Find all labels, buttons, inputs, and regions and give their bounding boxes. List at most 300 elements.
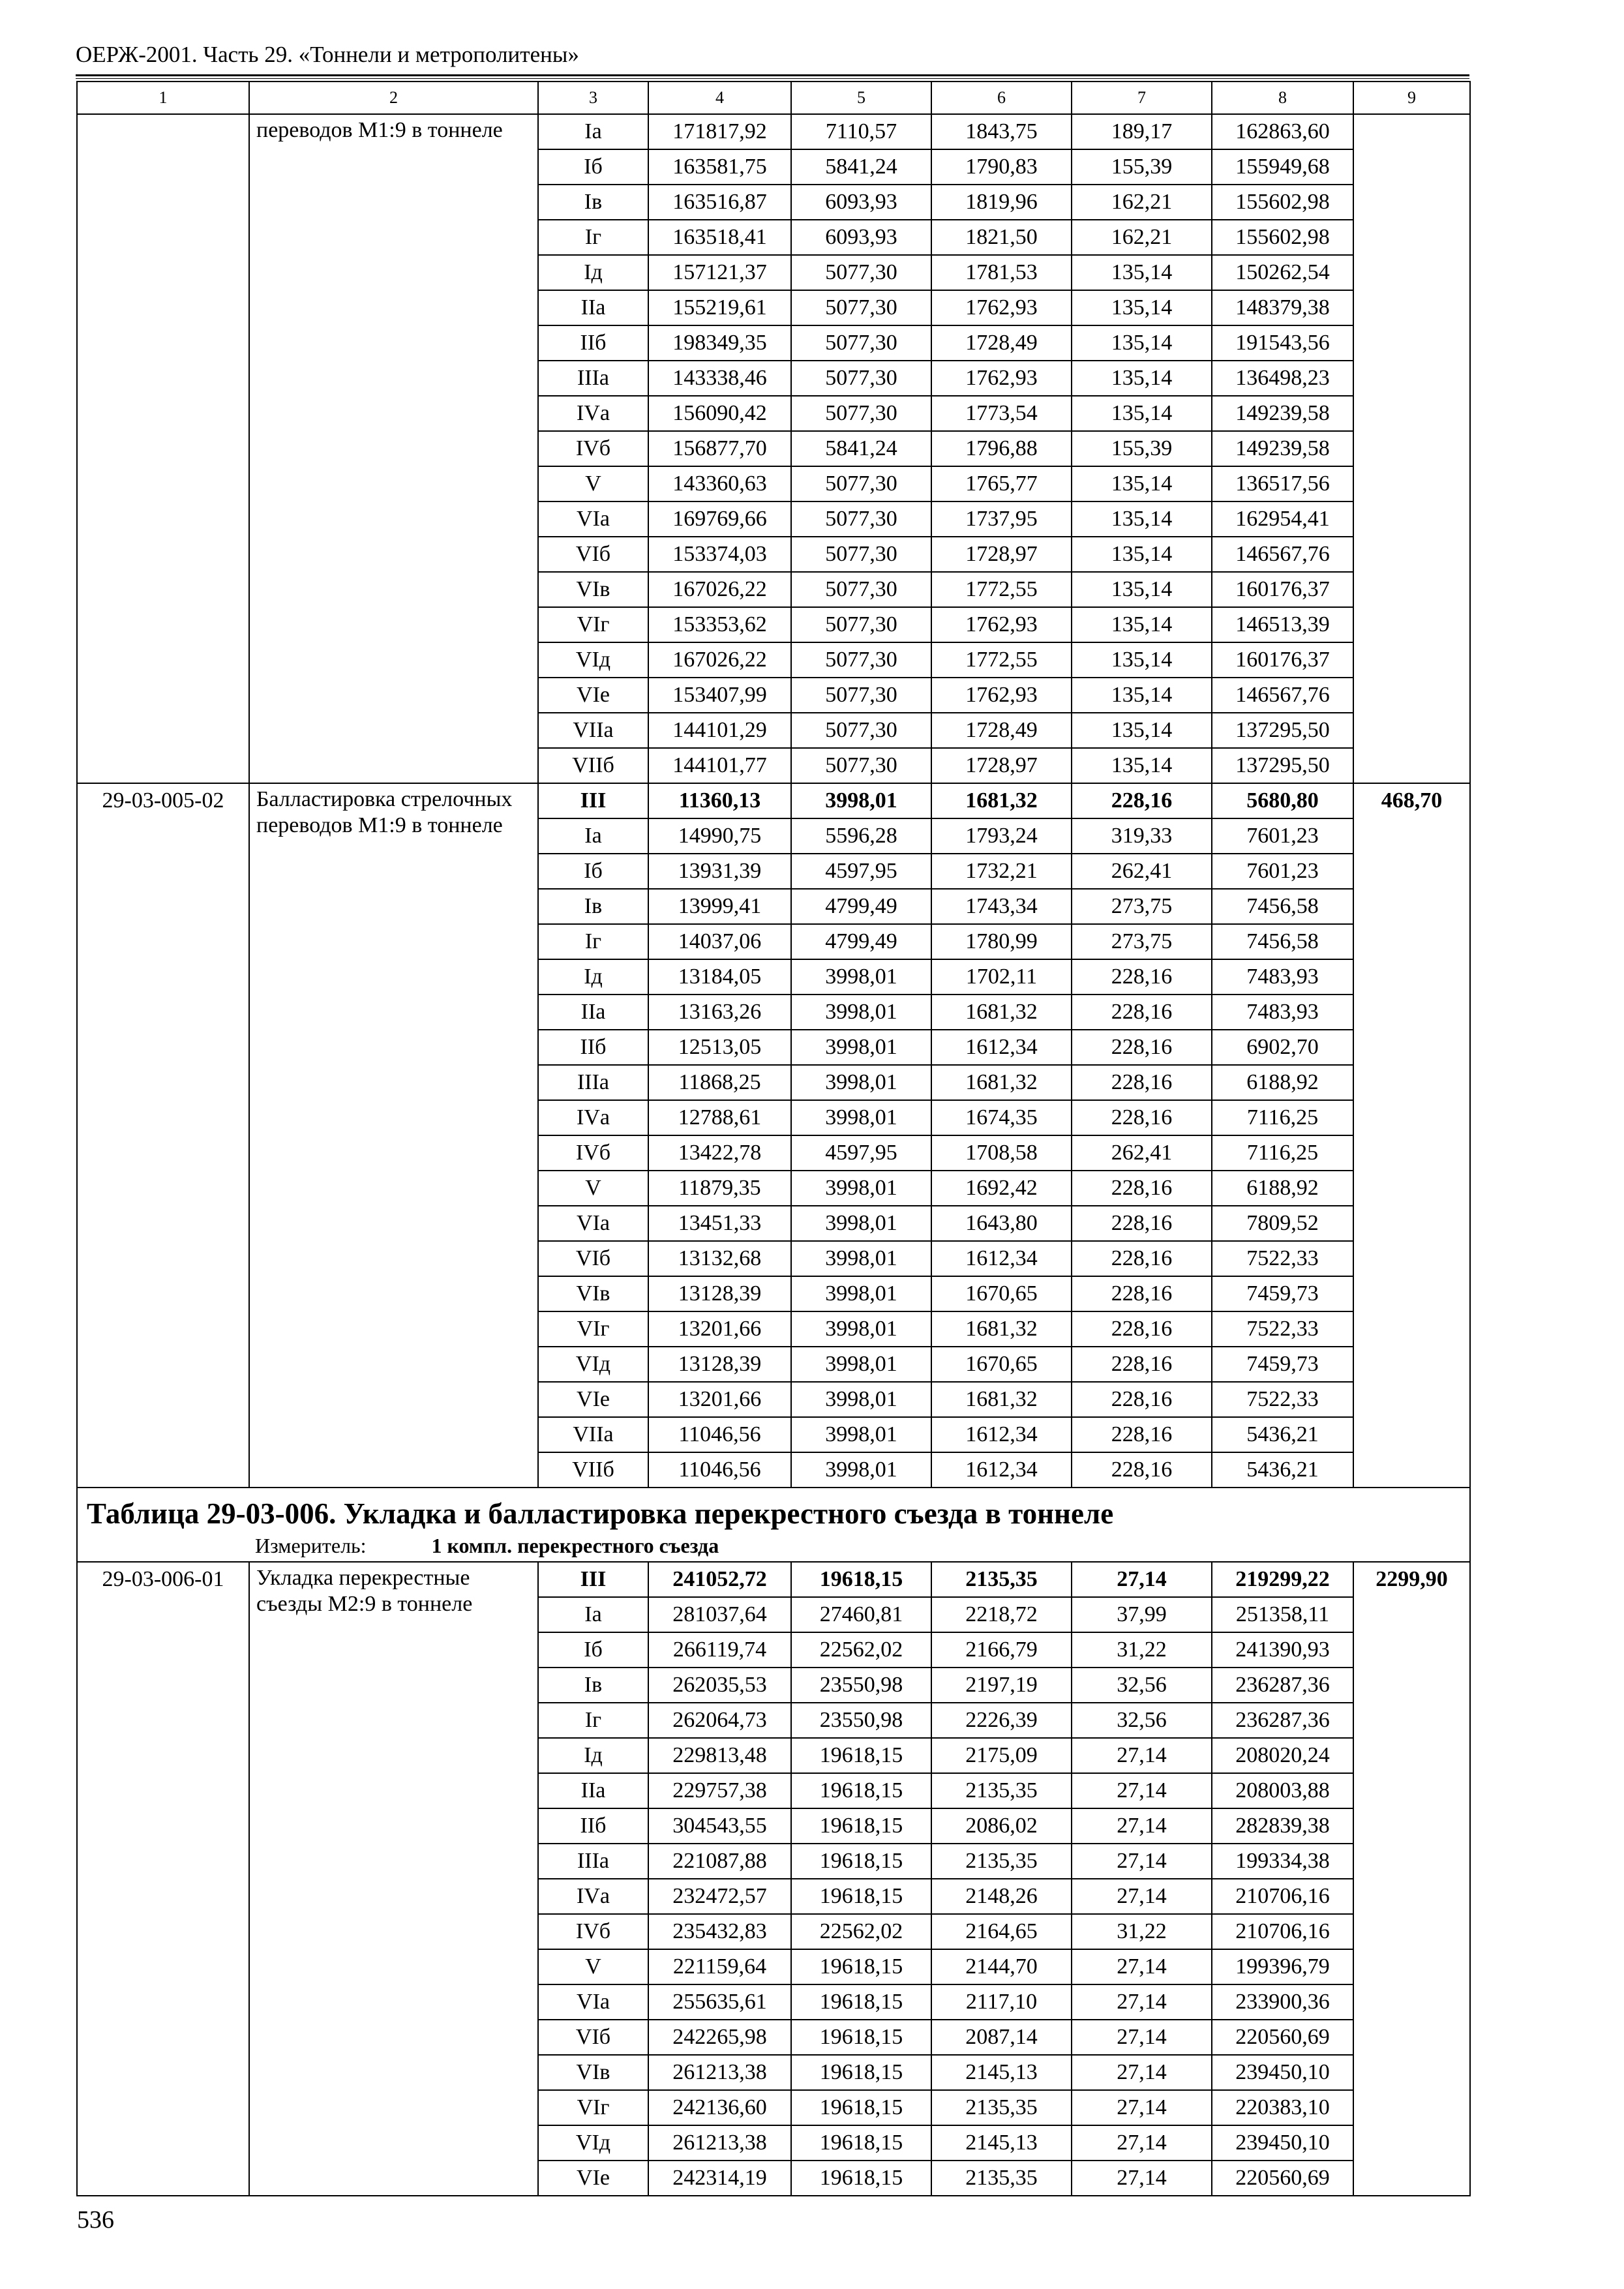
value-cell: 13931,39 <box>648 854 791 889</box>
value-cell: 13201,66 <box>648 1311 791 1347</box>
value-cell: 27,14 <box>1072 1844 1212 1879</box>
value-cell: 1612,34 <box>931 1452 1072 1488</box>
zone-class: IIб <box>538 1030 648 1065</box>
zone-class: Iд <box>538 959 648 995</box>
value-cell: 228,16 <box>1072 1206 1212 1241</box>
value-cell: 5077,30 <box>791 466 931 501</box>
zone-class: III <box>538 1562 648 1597</box>
zone-class: Iг <box>538 220 648 255</box>
value-cell: 31,22 <box>1072 1914 1212 1949</box>
value-cell: 19618,15 <box>791 2090 931 2125</box>
zone-class: VIIа <box>538 713 648 748</box>
value-cell: 136517,56 <box>1212 466 1353 501</box>
unit-line <box>87 1533 1469 1559</box>
zone-class: IIб <box>538 325 648 361</box>
value-cell: 2087,14 <box>931 2020 1072 2055</box>
value-cell: 162863,60 <box>1212 114 1353 149</box>
value-cell: 236287,36 <box>1212 1703 1353 1738</box>
value-cell: 1612,34 <box>931 1417 1072 1452</box>
zone-class: VIIа <box>538 1417 648 1452</box>
value-cell: 144101,29 <box>648 713 791 748</box>
value-cell: 219299,22 <box>1212 1562 1353 1597</box>
column-number: 4 <box>648 82 791 114</box>
unit-label: Измеритель: <box>255 1534 367 1557</box>
value-cell: 1612,34 <box>931 1030 1072 1065</box>
value-cell: 32,56 <box>1072 1668 1212 1703</box>
work-name: Укладка перекрестные съезды М2:9 в тоннеле <box>249 1562 538 2196</box>
value-cell: 22562,02 <box>791 1914 931 1949</box>
value-cell: 6093,93 <box>791 220 931 255</box>
value-cell: 1737,95 <box>931 501 1072 537</box>
value-cell: 1612,34 <box>931 1241 1072 1276</box>
zone-class: IVб <box>538 1135 648 1171</box>
value-cell: 2148,26 <box>931 1879 1072 1914</box>
zone-class: IIа <box>538 290 648 325</box>
value-cell: 27,14 <box>1072 2020 1212 2055</box>
value-cell: 1643,80 <box>931 1206 1072 1241</box>
value-cell: 262,41 <box>1072 854 1212 889</box>
rate-code <box>77 114 249 783</box>
value-cell: 11046,56 <box>648 1452 791 1488</box>
zone-class: Iб <box>538 149 648 185</box>
value-cell: 2135,35 <box>931 1844 1072 1879</box>
value-cell: 155219,61 <box>648 290 791 325</box>
zone-class: VIа <box>538 501 648 537</box>
value-cell: 27,14 <box>1072 1773 1212 1808</box>
zone-class: VIIб <box>538 748 648 783</box>
zone-class: VIе <box>538 1382 648 1417</box>
zone-class: IIIа <box>538 1065 648 1100</box>
value-cell: 19618,15 <box>791 2055 931 2090</box>
value-cell: 13128,39 <box>648 1276 791 1311</box>
value-cell: 221087,88 <box>648 1844 791 1879</box>
value-cell: 228,16 <box>1072 1417 1212 1452</box>
value-cell: 5841,24 <box>791 149 931 185</box>
value-cell: 5436,21 <box>1212 1417 1353 1452</box>
value-cell: 1773,54 <box>931 396 1072 431</box>
value-cell: 273,75 <box>1072 924 1212 959</box>
zone-class: Iд <box>538 255 648 290</box>
zone-class: VIб <box>538 1241 648 1276</box>
value-cell: 3998,01 <box>791 995 931 1030</box>
value-cell: 228,16 <box>1072 1311 1212 1347</box>
value-cell: 281037,64 <box>648 1597 791 1632</box>
value-cell: 7110,57 <box>791 114 931 149</box>
value-cell: 2135,35 <box>931 1773 1072 1808</box>
unit-value: 1 компл. перекрестного съезда <box>431 1534 719 1557</box>
value-cell: 11046,56 <box>648 1417 791 1452</box>
value-cell: 5077,30 <box>791 607 931 642</box>
value-cell: 228,16 <box>1072 1065 1212 1100</box>
zone-class: VIе <box>538 2161 648 2196</box>
rate-code: 29-03-006-01 <box>77 1562 249 2196</box>
value-cell: 32,56 <box>1072 1703 1212 1738</box>
value-cell: 5077,30 <box>791 537 931 572</box>
value-cell: 3998,01 <box>791 1276 931 1311</box>
value-cell: 1728,49 <box>931 325 1072 361</box>
value-cell: 6902,70 <box>1212 1030 1353 1065</box>
value-cell: 3998,01 <box>791 1171 931 1206</box>
value-cell: 1796,88 <box>931 431 1072 466</box>
value-cell: 221159,64 <box>648 1949 791 1984</box>
zone-class: IVа <box>538 1879 648 1914</box>
value-cell: 27,14 <box>1072 1984 1212 2020</box>
zone-class: IVа <box>538 1100 648 1135</box>
value-cell: 261213,38 <box>648 2055 791 2090</box>
value-cell: 228,16 <box>1072 1241 1212 1276</box>
value-cell: 13451,33 <box>648 1206 791 1241</box>
value-cell: 1821,50 <box>931 220 1072 255</box>
value-cell: 2145,13 <box>931 2055 1072 2090</box>
value-cell: 156877,70 <box>648 431 791 466</box>
zone-class: V <box>538 1171 648 1206</box>
value-cell: 7483,93 <box>1212 959 1353 995</box>
value-cell: 3998,01 <box>791 783 931 818</box>
zone-class: IIб <box>538 1808 648 1844</box>
column-number: 7 <box>1072 82 1212 114</box>
value-cell: 208020,24 <box>1212 1738 1353 1773</box>
column-number: 1 <box>77 82 249 114</box>
value-cell: 220383,10 <box>1212 2090 1353 2125</box>
column-number-row <box>77 82 1470 114</box>
value-cell: 19618,15 <box>791 2020 931 2055</box>
value-cell: 19618,15 <box>791 1738 931 1773</box>
value-cell: 2135,35 <box>931 2090 1072 2125</box>
zone-class: VIIб <box>538 1452 648 1488</box>
value-cell: 156090,42 <box>648 396 791 431</box>
value-cell: 27,14 <box>1072 2055 1212 2090</box>
value-cell: 228,16 <box>1072 1452 1212 1488</box>
zone-class: VIд <box>538 642 648 678</box>
value-cell: 4597,95 <box>791 1135 931 1171</box>
value-cell: 27,14 <box>1072 2161 1212 2196</box>
zone-class: IIIа <box>538 1844 648 1879</box>
zone-class: VIд <box>538 1347 648 1382</box>
value-cell: 135,14 <box>1072 607 1212 642</box>
value-cell: 3998,01 <box>791 1065 931 1100</box>
zone-class: VIг <box>538 2090 648 2125</box>
value-cell: 135,14 <box>1072 255 1212 290</box>
value-cell: 1728,49 <box>931 713 1072 748</box>
rate-code: 29-03-005-02 <box>77 783 249 1488</box>
value-cell: 5077,30 <box>791 501 931 537</box>
value-cell: 1772,55 <box>931 572 1072 607</box>
value-cell: 3998,01 <box>791 1382 931 1417</box>
zone-class: IIа <box>538 995 648 1030</box>
value-cell: 13422,78 <box>648 1135 791 1171</box>
table-title-row <box>77 1488 1470 1562</box>
value-cell: 191543,56 <box>1212 325 1353 361</box>
value-cell: 5841,24 <box>791 431 931 466</box>
value-cell: 1728,97 <box>931 537 1072 572</box>
value-cell: 135,14 <box>1072 713 1212 748</box>
value-cell: 135,14 <box>1072 678 1212 713</box>
zone-class: VIб <box>538 537 648 572</box>
value-cell: 228,16 <box>1072 1382 1212 1417</box>
value-cell: 135,14 <box>1072 325 1212 361</box>
value-cell: 1681,32 <box>931 783 1072 818</box>
value-cell: 2197,19 <box>931 1668 1072 1703</box>
value-cell: 169769,66 <box>648 501 791 537</box>
total-value: 468,70 <box>1353 783 1470 1488</box>
value-cell: 2166,79 <box>931 1632 1072 1668</box>
value-cell: 228,16 <box>1072 1030 1212 1065</box>
zone-class: VIв <box>538 1276 648 1311</box>
value-cell: 220560,69 <box>1212 2161 1353 2196</box>
value-cell: 1681,32 <box>931 995 1072 1030</box>
value-cell: 11879,35 <box>648 1171 791 1206</box>
value-cell: 153374,03 <box>648 537 791 572</box>
value-cell: 1681,32 <box>931 1382 1072 1417</box>
zone-class: Iг <box>538 1703 648 1738</box>
value-cell: 5680,80 <box>1212 783 1353 818</box>
value-cell: 155602,98 <box>1212 185 1353 220</box>
value-cell: 155949,68 <box>1212 149 1353 185</box>
value-cell: 199334,38 <box>1212 1844 1353 1879</box>
value-cell: 135,14 <box>1072 466 1212 501</box>
value-cell: 5077,30 <box>791 361 931 396</box>
value-cell: 13184,05 <box>648 959 791 995</box>
zone-class: VIб <box>538 2020 648 2055</box>
zone-class: Iв <box>538 185 648 220</box>
rates-table <box>76 81 1471 2196</box>
value-cell: 144101,77 <box>648 748 791 783</box>
value-cell: 228,16 <box>1072 1347 1212 1382</box>
value-cell: 5077,30 <box>791 396 931 431</box>
value-cell: 27,14 <box>1072 1949 1212 1984</box>
value-cell: 7456,58 <box>1212 889 1353 924</box>
value-cell: 1762,93 <box>931 290 1072 325</box>
value-cell: 137295,50 <box>1212 713 1353 748</box>
value-cell: 1670,65 <box>931 1347 1072 1382</box>
value-cell: 5077,30 <box>791 325 931 361</box>
value-cell: 242265,98 <box>648 2020 791 2055</box>
value-cell: 233900,36 <box>1212 1984 1353 2020</box>
value-cell: 2135,35 <box>931 2161 1072 2196</box>
value-cell: 143338,46 <box>648 361 791 396</box>
value-cell: 1732,21 <box>931 854 1072 889</box>
value-cell: 1692,42 <box>931 1171 1072 1206</box>
value-cell: 27,14 <box>1072 1562 1212 1597</box>
value-cell: 19618,15 <box>791 1773 931 1808</box>
value-cell: 6188,92 <box>1212 1171 1353 1206</box>
header-rule-thin <box>76 78 1469 79</box>
value-cell: 1781,53 <box>931 255 1072 290</box>
value-cell: 13128,39 <box>648 1347 791 1382</box>
value-cell: 2164,65 <box>931 1914 1072 1949</box>
value-cell: 2175,09 <box>931 1738 1072 1773</box>
value-cell: 157121,37 <box>648 255 791 290</box>
value-cell: 262,41 <box>1072 1135 1212 1171</box>
header-rule-thick <box>76 74 1469 76</box>
value-cell: 19618,15 <box>791 1844 931 1879</box>
value-cell: 12788,61 <box>648 1100 791 1135</box>
zone-class: VIд <box>538 2125 648 2161</box>
column-number: 8 <box>1212 82 1353 114</box>
zone-class: Iв <box>538 1668 648 1703</box>
column-number: 9 <box>1353 82 1470 114</box>
value-cell: 37,99 <box>1072 1597 1212 1632</box>
zone-class: Iб <box>538 854 648 889</box>
value-cell: 149239,58 <box>1212 396 1353 431</box>
zone-class: VIв <box>538 572 648 607</box>
value-cell: 2086,02 <box>931 1808 1072 1844</box>
value-cell: 198349,35 <box>648 325 791 361</box>
value-cell: 1765,77 <box>931 466 1072 501</box>
value-cell: 266119,74 <box>648 1632 791 1668</box>
value-cell: 4799,49 <box>791 924 931 959</box>
zone-class: VIг <box>538 1311 648 1347</box>
value-cell: 1743,34 <box>931 889 1072 924</box>
value-cell: 251358,11 <box>1212 1597 1353 1632</box>
value-cell: 11868,25 <box>648 1065 791 1100</box>
value-cell: 160176,37 <box>1212 642 1353 678</box>
value-cell: 31,22 <box>1072 1632 1212 1668</box>
value-cell: 167026,22 <box>648 642 791 678</box>
value-cell: 146567,76 <box>1212 678 1353 713</box>
zone-class: VIв <box>538 2055 648 2090</box>
zone-class: VIе <box>538 678 648 713</box>
zone-class: VIг <box>538 607 648 642</box>
value-cell: 19618,15 <box>791 2125 931 2161</box>
zone-class: Iг <box>538 924 648 959</box>
zone-class: Iб <box>538 1632 648 1668</box>
value-cell: 153407,99 <box>648 678 791 713</box>
value-cell: 3998,01 <box>791 1311 931 1347</box>
value-cell: 143360,63 <box>648 466 791 501</box>
value-cell: 162,21 <box>1072 220 1212 255</box>
value-cell: 14990,75 <box>648 818 791 854</box>
value-cell: 23550,98 <box>791 1703 931 1738</box>
table-row <box>77 783 1470 818</box>
value-cell: 13132,68 <box>648 1241 791 1276</box>
value-cell: 7459,73 <box>1212 1347 1353 1382</box>
value-cell: 189,17 <box>1072 114 1212 149</box>
zone-class: Iв <box>538 889 648 924</box>
value-cell: 229757,38 <box>648 1773 791 1808</box>
value-cell: 4799,49 <box>791 889 931 924</box>
value-cell: 27,14 <box>1072 1738 1212 1773</box>
table-row <box>77 114 1470 149</box>
zone-class: IVб <box>538 1914 648 1949</box>
value-cell: 5077,30 <box>791 572 931 607</box>
value-cell: 5077,30 <box>791 290 931 325</box>
value-cell: 210706,16 <box>1212 1914 1353 1949</box>
value-cell: 155602,98 <box>1212 220 1353 255</box>
value-cell: 2135,35 <box>931 1562 1072 1597</box>
value-cell: 2226,39 <box>931 1703 1072 1738</box>
value-cell: 150262,54 <box>1212 255 1353 290</box>
zone-class: VIа <box>538 1984 648 2020</box>
value-cell: 7601,23 <box>1212 854 1353 889</box>
value-cell: 163518,41 <box>648 220 791 255</box>
value-cell: 3998,01 <box>791 1347 931 1382</box>
value-cell: 1819,96 <box>931 185 1072 220</box>
value-cell: 228,16 <box>1072 1276 1212 1311</box>
value-cell: 162,21 <box>1072 185 1212 220</box>
value-cell: 19618,15 <box>791 1879 931 1914</box>
value-cell: 3998,01 <box>791 1100 931 1135</box>
value-cell: 155,39 <box>1072 431 1212 466</box>
value-cell: 273,75 <box>1072 889 1212 924</box>
value-cell: 14037,06 <box>648 924 791 959</box>
value-cell: 7522,33 <box>1212 1241 1353 1276</box>
value-cell: 5077,30 <box>791 748 931 783</box>
value-cell: 7483,93 <box>1212 995 1353 1030</box>
value-cell: 239450,10 <box>1212 2125 1353 2161</box>
value-cell: 228,16 <box>1072 1171 1212 1206</box>
value-cell: 5077,30 <box>791 642 931 678</box>
value-cell: 22562,02 <box>791 1632 931 1668</box>
value-cell: 163581,75 <box>648 149 791 185</box>
work-name: переводов М1:9 в тоннеле <box>249 114 538 783</box>
value-cell: 5436,21 <box>1212 1452 1353 1488</box>
zone-class: VIа <box>538 1206 648 1241</box>
value-cell: 242136,60 <box>648 2090 791 2125</box>
zone-class: IIIа <box>538 361 648 396</box>
value-cell: 7459,73 <box>1212 1276 1353 1311</box>
value-cell: 135,14 <box>1072 361 1212 396</box>
value-cell: 261213,38 <box>648 2125 791 2161</box>
value-cell: 1843,75 <box>931 114 1072 149</box>
value-cell: 241052,72 <box>648 1562 791 1597</box>
value-cell: 27,14 <box>1072 1879 1212 1914</box>
value-cell: 208003,88 <box>1212 1773 1353 1808</box>
value-cell: 3998,01 <box>791 959 931 995</box>
value-cell: 135,14 <box>1072 537 1212 572</box>
value-cell: 229813,48 <box>648 1738 791 1773</box>
value-cell: 242314,19 <box>648 2161 791 2196</box>
value-cell: 210706,16 <box>1212 1879 1353 1914</box>
value-cell: 19618,15 <box>791 1562 931 1597</box>
value-cell: 19618,15 <box>791 1949 931 1984</box>
value-cell: 228,16 <box>1072 959 1212 995</box>
value-cell: 5077,30 <box>791 713 931 748</box>
zone-class: IIа <box>538 1773 648 1808</box>
table-title-cell <box>77 1488 1470 1562</box>
value-cell: 137295,50 <box>1212 748 1353 783</box>
value-cell: 1681,32 <box>931 1311 1072 1347</box>
total-value <box>1353 114 1470 783</box>
value-cell: 255635,61 <box>648 1984 791 2020</box>
zone-class: Iд <box>538 1738 648 1773</box>
value-cell: 1762,93 <box>931 607 1072 642</box>
value-cell: 148379,38 <box>1212 290 1353 325</box>
value-cell: 3998,01 <box>791 1241 931 1276</box>
column-number: 3 <box>538 82 648 114</box>
page-number: 536 <box>77 2206 114 2234</box>
value-cell: 282839,38 <box>1212 1808 1353 1844</box>
value-cell: 220560,69 <box>1212 2020 1353 2055</box>
value-cell: 13201,66 <box>648 1382 791 1417</box>
value-cell: 146513,39 <box>1212 607 1353 642</box>
value-cell: 228,16 <box>1072 783 1212 818</box>
zone-class: IVб <box>538 431 648 466</box>
value-cell: 1728,97 <box>931 748 1072 783</box>
value-cell: 5596,28 <box>791 818 931 854</box>
value-cell: 1790,83 <box>931 149 1072 185</box>
value-cell: 11360,13 <box>648 783 791 818</box>
value-cell: 228,16 <box>1072 1100 1212 1135</box>
column-number: 2 <box>249 82 538 114</box>
table-title: Таблица 29-03-006. Укладка и балластировка перекрестного съезда в тоннеле <box>87 1497 1114 1530</box>
value-cell: 3998,01 <box>791 1206 931 1241</box>
value-cell: 12513,05 <box>648 1030 791 1065</box>
value-cell: 3998,01 <box>791 1030 931 1065</box>
zone-class: Ia <box>538 818 648 854</box>
value-cell: 7116,25 <box>1212 1135 1353 1171</box>
value-cell: 2117,10 <box>931 1984 1072 2020</box>
